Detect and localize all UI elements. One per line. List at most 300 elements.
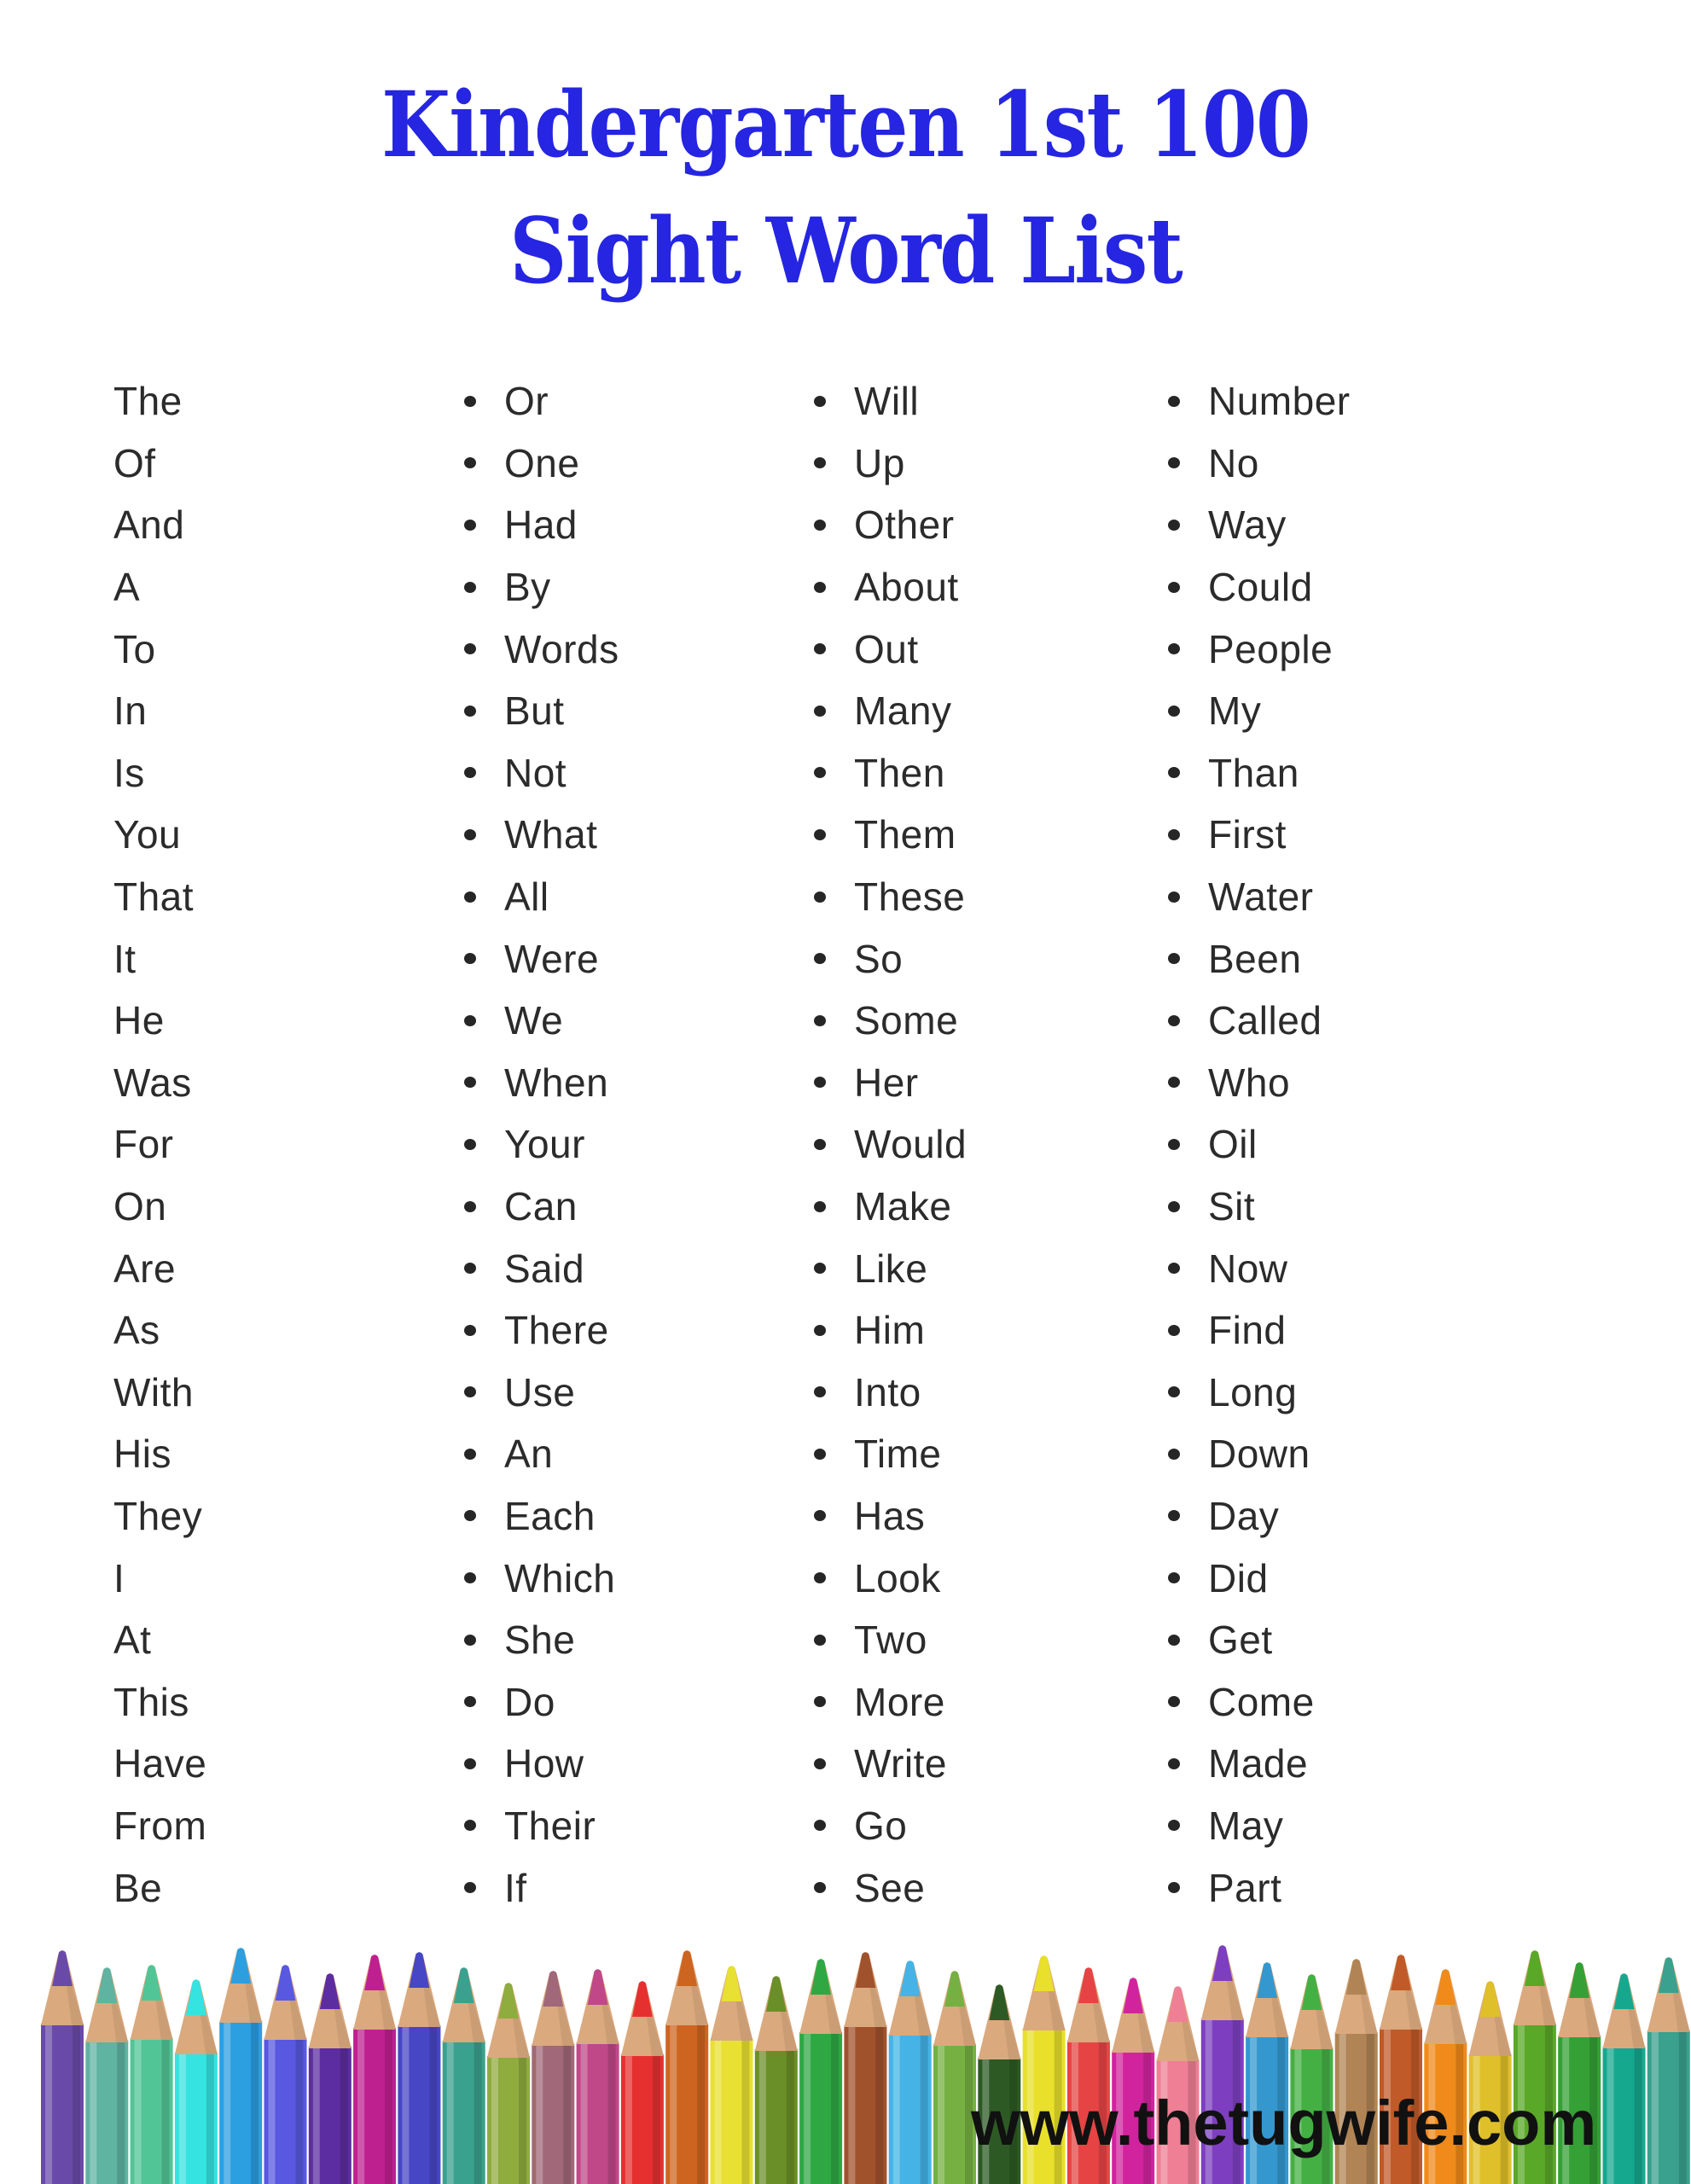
word-item [814, 1856, 967, 1919]
word-item [464, 556, 619, 619]
word-label: See [854, 1865, 926, 1910]
word-item [1168, 1733, 1351, 1795]
website-url: www.thetugwife.com [971, 2088, 1597, 2158]
word-item [814, 1237, 967, 1299]
pencil [665, 1950, 708, 2184]
word-label: Two [854, 1618, 927, 1663]
word-item [464, 1609, 619, 1671]
bullet-dot [814, 1510, 826, 1521]
word-item [113, 1176, 206, 1238]
word-item [814, 1670, 967, 1733]
bullet-dot [814, 1263, 826, 1274]
word-item [814, 1609, 967, 1671]
word-item [464, 1176, 619, 1238]
bullet-dot [814, 1325, 826, 1336]
word-item [814, 1423, 967, 1485]
word-label: Can [504, 1184, 578, 1229]
word-label: Which [504, 1555, 616, 1600]
pencil [264, 1965, 307, 2184]
word-item [464, 927, 619, 990]
word-item [464, 1485, 619, 1548]
bullet-dot [1168, 1325, 1180, 1336]
word-label: She [504, 1618, 576, 1663]
bullet-dot [814, 1015, 826, 1026]
word-item [113, 804, 206, 866]
bullet-dot [1168, 1139, 1180, 1150]
bullet-dot [464, 1386, 476, 1397]
word-label: Find [1208, 1308, 1287, 1353]
word-column-1 [113, 370, 206, 1919]
word-label: More [854, 1679, 945, 1724]
bullet-dot [1168, 1201, 1180, 1212]
word-label: One [504, 440, 580, 485]
bullet-dot [464, 1820, 476, 1831]
bullet-dot [464, 892, 476, 903]
bullet-dot [1168, 520, 1180, 531]
word-item [1168, 1795, 1351, 1857]
word-item [814, 1176, 967, 1238]
bullet-dot [814, 1572, 826, 1583]
bullet-dot [464, 767, 476, 778]
bullet-dot [814, 457, 826, 468]
word-label: Day [1208, 1493, 1280, 1538]
word-item [113, 1485, 206, 1548]
word-label: For [113, 1122, 174, 1167]
word-label: Each [504, 1493, 596, 1538]
bullet-dot [464, 1882, 476, 1893]
pencil [799, 1959, 842, 2184]
bullet-dot [1168, 1820, 1180, 1831]
word-item [464, 1423, 619, 1485]
word-label: Will [854, 379, 920, 424]
bullet-dot [464, 396, 476, 407]
word-item [814, 494, 967, 556]
bullet-dot [814, 892, 826, 903]
word-item [113, 990, 206, 1052]
word-item [814, 804, 967, 866]
bullet-dot [814, 1139, 826, 1150]
word-label: Of [113, 440, 156, 485]
word-label: We [504, 998, 564, 1043]
word-item [464, 433, 619, 495]
bullet-dot [1168, 1449, 1180, 1460]
pencil [487, 1983, 530, 2184]
bullet-dot [464, 706, 476, 717]
word-item [464, 1795, 619, 1857]
bullet-dot [464, 829, 476, 840]
word-item [464, 494, 619, 556]
page-title-line2: Sight Word List [509, 197, 1182, 304]
pencil [844, 1952, 886, 2184]
pencil [577, 1969, 619, 2184]
word-label: Would [854, 1122, 968, 1167]
word-label: Her [854, 1060, 919, 1105]
word-label: Him [854, 1308, 926, 1353]
word-item [1168, 1670, 1351, 1733]
pencil [711, 1966, 753, 2184]
word-label: Have [113, 1741, 207, 1786]
word-item [1168, 927, 1351, 990]
word-label: If [504, 1865, 527, 1910]
word-item [1168, 1609, 1351, 1671]
pencil [309, 1973, 352, 2184]
word-item [1168, 1485, 1351, 1548]
bullet-dot [1168, 643, 1180, 654]
word-label: Number [1208, 379, 1351, 424]
pencil [1647, 1957, 1690, 2184]
word-item [1168, 1176, 1351, 1238]
word-item [1168, 680, 1351, 742]
word-label: His [113, 1432, 171, 1477]
word-label: Write [854, 1741, 947, 1786]
bullet-dot [464, 643, 476, 654]
page-title [102, 61, 1589, 314]
word-item [113, 1856, 206, 1919]
bullet-dot [464, 1449, 476, 1460]
word-label: This [113, 1679, 189, 1724]
bullet-dot [814, 1882, 826, 1893]
bullet-dot [1168, 1696, 1180, 1707]
word-item [1168, 1362, 1351, 1424]
pencil [889, 1960, 932, 2184]
word-item [113, 1299, 206, 1362]
pencil [933, 1971, 976, 2184]
word-label: Use [504, 1369, 576, 1414]
pencil [1603, 1973, 1646, 2184]
pencil [443, 1967, 485, 2184]
word-label: Been [1208, 936, 1302, 981]
word-label: Be [113, 1865, 163, 1910]
bullet-dot [814, 582, 826, 593]
word-label: Is [113, 750, 145, 795]
word-label: So [854, 936, 904, 981]
word-item [1168, 370, 1351, 433]
word-label: They [113, 1493, 203, 1538]
word-item [113, 494, 206, 556]
word-label: Time [854, 1432, 942, 1477]
word-item [113, 927, 206, 990]
word-item [1168, 494, 1351, 556]
word-label: About [854, 565, 959, 610]
word-item [814, 1547, 967, 1609]
bullet-dot [1168, 1635, 1180, 1646]
word-item [113, 1733, 206, 1795]
bullet-dot [1168, 457, 1180, 468]
bullet-dot [464, 1325, 476, 1336]
word-item [113, 1052, 206, 1114]
word-item [113, 1547, 206, 1609]
word-item [1168, 618, 1351, 680]
word-label: Could [1208, 565, 1313, 610]
word-item [464, 1299, 619, 1362]
word-item [113, 370, 206, 433]
bullet-dot [1168, 1077, 1180, 1088]
word-label: Their [504, 1803, 596, 1848]
word-label: Who [1208, 1060, 1291, 1105]
word-item [1168, 866, 1351, 928]
word-label: Not [504, 750, 567, 795]
bullet-dot [814, 1449, 826, 1460]
bullet-dot [464, 1758, 476, 1769]
word-item [113, 1609, 206, 1671]
word-label: Go [854, 1803, 908, 1848]
word-label: Them [854, 812, 956, 857]
pencil [219, 1948, 262, 2184]
word-label: Then [854, 750, 945, 795]
word-label: Said [504, 1246, 585, 1291]
word-item [1168, 804, 1351, 866]
word-label: These [854, 874, 966, 920]
word-column-4 [1168, 370, 1351, 1919]
word-item [464, 1856, 619, 1919]
bullet-dot [814, 1077, 826, 1088]
word-item [814, 433, 967, 495]
word-item [464, 1547, 619, 1609]
bullet-dot [1168, 892, 1180, 903]
bullet-dot [464, 582, 476, 593]
word-label: When [504, 1060, 609, 1105]
bullet-dot [814, 643, 826, 654]
word-item [1168, 1113, 1351, 1176]
bullet-dot [814, 1820, 826, 1831]
word-label: Was [113, 1060, 192, 1105]
word-label: My [1208, 688, 1262, 734]
word-item [113, 1670, 206, 1733]
word-item [464, 680, 619, 742]
bullet-dot [464, 1139, 476, 1150]
bullet-dot [1168, 1758, 1180, 1769]
word-label: From [113, 1803, 207, 1848]
bullet-dot [814, 1635, 826, 1646]
pencil [41, 1950, 84, 2184]
bullet-dot [1168, 1386, 1180, 1397]
word-label: As [113, 1308, 160, 1353]
word-item [814, 556, 967, 619]
bullet-dot [814, 767, 826, 778]
word-item [1168, 556, 1351, 619]
bullet-dot [1168, 396, 1180, 407]
word-item [464, 1670, 619, 1733]
word-item [814, 1299, 967, 1362]
bullet-dot [814, 1758, 826, 1769]
word-item [1168, 1299, 1351, 1362]
word-item [464, 866, 619, 928]
bullet-dot [814, 829, 826, 840]
bullet-dot [814, 520, 826, 531]
word-label: He [113, 998, 165, 1043]
word-item [113, 742, 206, 804]
word-item [814, 1052, 967, 1114]
word-label: Get [1208, 1618, 1273, 1663]
word-label: Now [1208, 1246, 1288, 1291]
word-label: Part [1208, 1865, 1282, 1910]
word-label: What [504, 812, 598, 857]
word-item [1168, 990, 1351, 1052]
pencil [755, 1976, 798, 2184]
word-item [1168, 1856, 1351, 1919]
word-item [814, 1795, 967, 1857]
word-item [814, 866, 967, 928]
word-label: First [1208, 812, 1287, 857]
word-label: People [1208, 626, 1334, 671]
word-label: Other [854, 502, 955, 548]
bullet-dot [814, 953, 826, 964]
word-item [113, 1795, 206, 1857]
word-item [814, 990, 967, 1052]
word-label: Up [854, 440, 905, 485]
pencil [353, 1955, 396, 2184]
word-item [1168, 742, 1351, 804]
word-label: Were [504, 936, 600, 981]
bullet-dot [464, 1696, 476, 1707]
word-label: Way [1208, 502, 1287, 548]
word-label: But [504, 688, 565, 734]
word-item [464, 370, 619, 433]
bullet-dot [464, 520, 476, 531]
word-item [113, 556, 206, 619]
bullet-dot [464, 953, 476, 964]
word-item [113, 433, 206, 495]
bullet-dot [464, 1263, 476, 1274]
word-item [464, 1113, 619, 1176]
word-item [113, 1423, 206, 1485]
bullet-dot [464, 457, 476, 468]
word-label: There [504, 1308, 609, 1353]
pencil [175, 1979, 218, 2184]
bullet-dot [1168, 582, 1180, 593]
bullet-dot [1168, 1510, 1180, 1521]
word-column-2 [464, 370, 619, 1919]
bullet-dot [464, 1201, 476, 1212]
word-item [113, 866, 206, 928]
word-label: To [113, 626, 156, 671]
word-label: Come [1208, 1679, 1315, 1724]
bullet-dot [814, 1201, 826, 1212]
word-label: No [1208, 440, 1259, 485]
word-item [814, 370, 967, 433]
word-label: That [113, 874, 195, 920]
bullet-dot [1168, 953, 1180, 964]
pencil [85, 1967, 128, 2184]
pencil [621, 1981, 664, 2184]
pencil [532, 1971, 574, 2184]
word-label: Are [113, 1246, 177, 1291]
bullet-dot [814, 1696, 826, 1707]
word-label: You [113, 812, 182, 857]
word-item [814, 1733, 967, 1795]
bullet-dot [814, 706, 826, 717]
word-column-3 [814, 370, 967, 1919]
word-item [1168, 1423, 1351, 1485]
bullet-dot [1168, 829, 1180, 840]
bullet-dot [1168, 1572, 1180, 1583]
word-item [113, 1237, 206, 1299]
word-label: Many [854, 688, 952, 734]
bullet-dot [1168, 1882, 1180, 1893]
word-label: Called [1208, 998, 1322, 1043]
word-label: I [113, 1555, 125, 1600]
bullet-dot [1168, 767, 1180, 778]
word-label: Had [504, 502, 578, 548]
word-label: By [504, 565, 551, 610]
pencil [131, 1965, 173, 2184]
word-label: Or [504, 379, 549, 424]
bullet-dot [1168, 706, 1180, 717]
word-label: The [113, 379, 183, 424]
word-item [814, 927, 967, 990]
word-item [464, 1237, 619, 1299]
word-item [814, 742, 967, 804]
word-item [464, 1362, 619, 1424]
bullet-dot [464, 1635, 476, 1646]
word-label: Made [1208, 1741, 1309, 1786]
bullet-dot [814, 396, 826, 407]
word-label: Water [1208, 874, 1314, 920]
word-item [814, 618, 967, 680]
word-label: Your [504, 1122, 585, 1167]
word-label: Did [1208, 1555, 1269, 1600]
word-item [814, 1362, 967, 1424]
word-label: Do [504, 1679, 555, 1724]
bullet-dot [464, 1077, 476, 1088]
word-item [1168, 433, 1351, 495]
word-label: Down [1208, 1432, 1310, 1477]
word-label: It [113, 936, 137, 981]
word-item [113, 1113, 206, 1176]
word-label: May [1208, 1803, 1284, 1848]
word-label: Look [854, 1555, 941, 1600]
word-item [1168, 1237, 1351, 1299]
word-item [464, 1733, 619, 1795]
word-item [464, 618, 619, 680]
word-item [464, 804, 619, 866]
bullet-dot [464, 1015, 476, 1026]
word-label: At [113, 1618, 152, 1663]
word-label: Some [854, 998, 959, 1043]
word-item [113, 680, 206, 742]
word-label: On [113, 1184, 167, 1229]
word-label: And [113, 502, 185, 548]
word-item [1168, 1547, 1351, 1609]
page-title-line1: Kindergarten 1st 100 [381, 71, 1310, 177]
word-label: An [504, 1432, 554, 1477]
word-label: How [504, 1741, 584, 1786]
bullet-dot [464, 1572, 476, 1583]
word-item [464, 1052, 619, 1114]
word-item [814, 680, 967, 742]
word-item [113, 618, 206, 680]
word-label: Out [854, 626, 919, 671]
word-label: Words [504, 626, 619, 671]
word-label: Has [854, 1493, 926, 1538]
bullet-dot [1168, 1263, 1180, 1274]
word-item [464, 990, 619, 1052]
word-label: Make [854, 1184, 952, 1229]
word-item [1168, 1052, 1351, 1114]
word-label: Than [1208, 750, 1299, 795]
word-label: Sit [1208, 1184, 1256, 1229]
word-label: Oil [1208, 1122, 1258, 1167]
bullet-dot [1168, 1015, 1180, 1026]
bullet-dot [464, 1510, 476, 1521]
word-label: Long [1208, 1369, 1298, 1414]
word-label: Into [854, 1369, 921, 1414]
word-item [814, 1485, 967, 1548]
word-label: A [113, 565, 141, 610]
word-label: Like [854, 1246, 928, 1291]
pencil [398, 1952, 440, 2184]
word-item [814, 1113, 967, 1176]
